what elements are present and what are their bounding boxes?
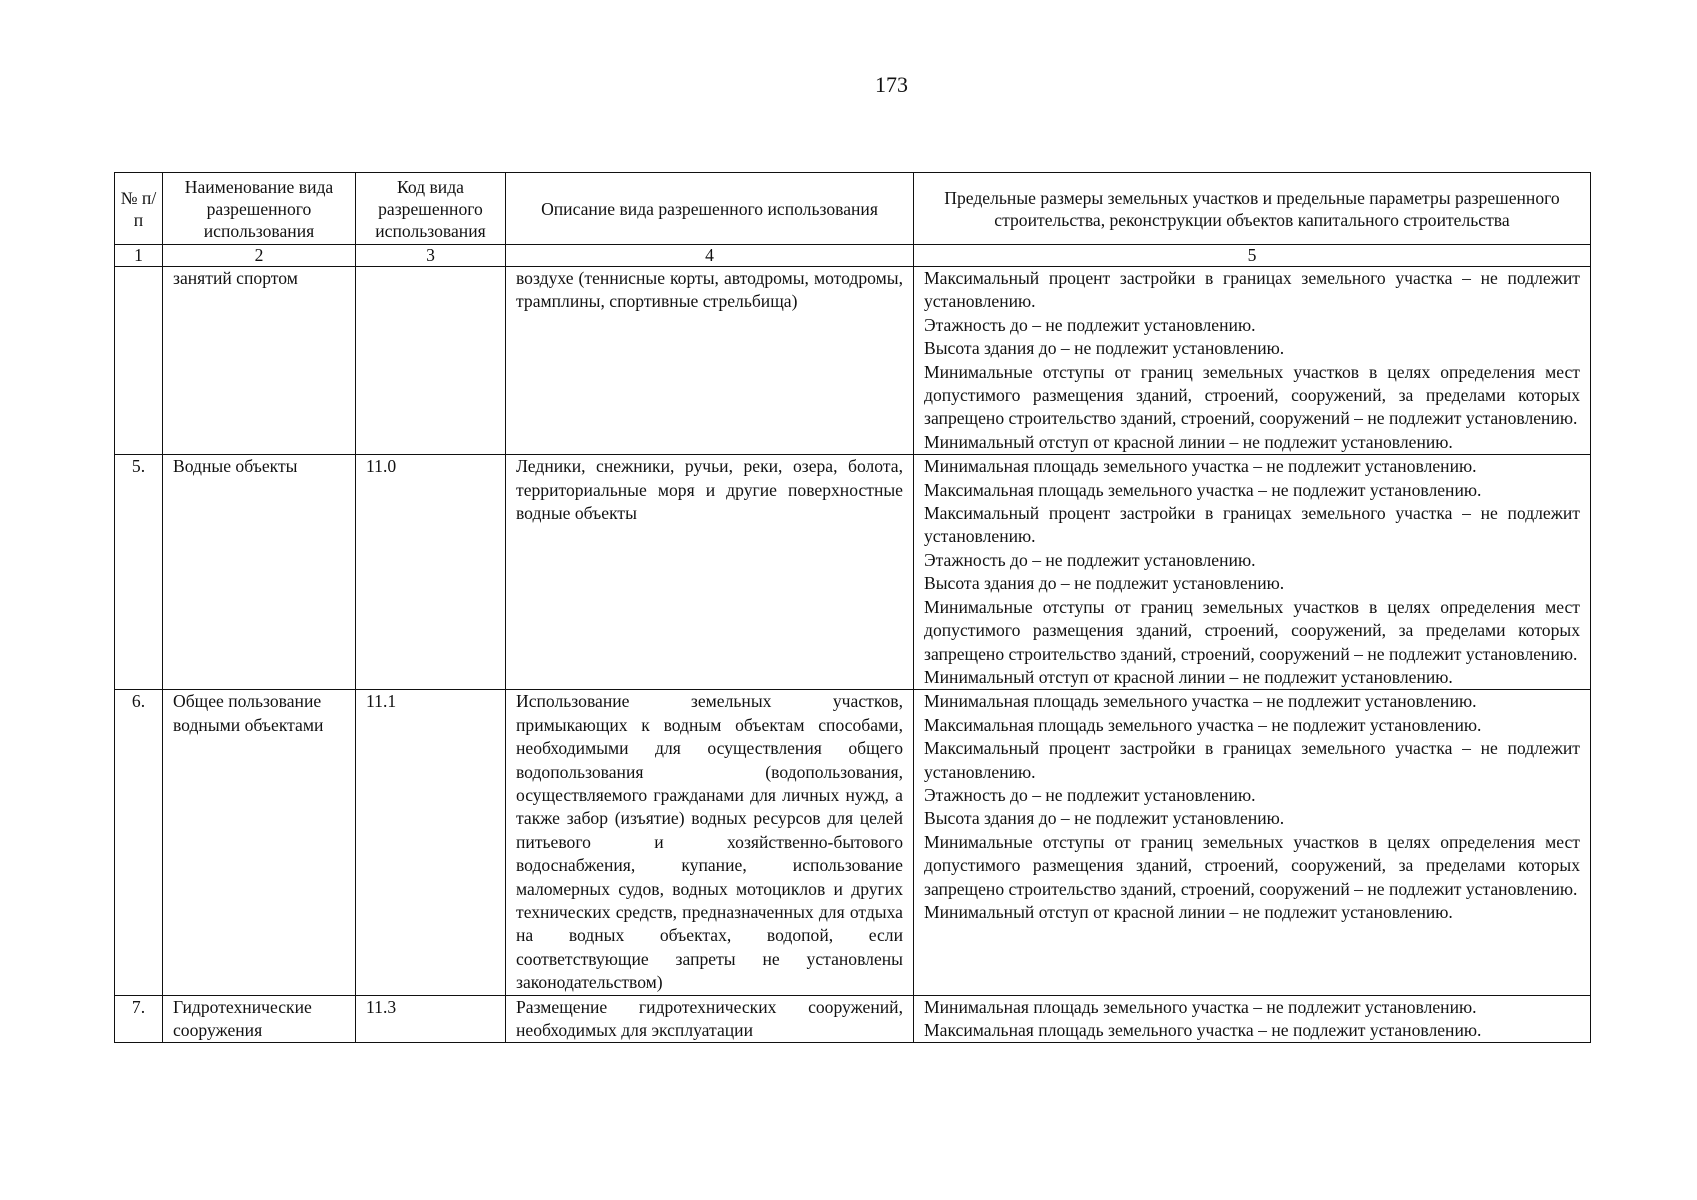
parameter-line: Максимальный процент застройки в границах земельного участка – не подлежит установлению. xyxy=(924,268,1580,312)
column-number: 2 xyxy=(163,245,356,267)
parameter-line: Максимальный процент застройки в границах земельного участка – не подлежит установлению. xyxy=(924,503,1580,547)
column-number: 3 xyxy=(356,245,506,267)
use-name: Общее пользование водными объектами xyxy=(163,690,356,995)
use-name: Гидротехнические сооружения xyxy=(163,995,356,1043)
column-number-row xyxy=(115,245,1591,267)
parameter-line: Этажность до – не подлежит установлению. xyxy=(924,784,1256,805)
page-number: 173 xyxy=(875,72,908,97)
parameter-line: Максимальная площадь земельного участка – не подлежит установлению. xyxy=(924,1020,1482,1040)
parameter-line: Этажность до – не подлежит установлению. xyxy=(924,549,1256,570)
parameter-line: Высота здания до – не подлежит установлению. xyxy=(924,338,1285,359)
parameter-line: Минимальные отступы от границ земельных участков в целях определения мест допустимого размещения зданий, строений, сооружений, за пределами которых запрещено строительство зданий, строений, сооружений – не подлежит установлению. xyxy=(924,596,1580,664)
parameter-line: Этажность до – не подлежит установлению. xyxy=(924,314,1256,335)
use-parameters xyxy=(914,995,1591,1043)
use-description: воздухе (теннисные корты, автодромы, мотодромы, трамплины, спортивные стрельбища) xyxy=(506,267,914,455)
parameter-line: Минимальные отступы от границ земельных участков в целях определения мест допустимого размещения зданий, строений, сооружений, за пределами которых запрещено строительство зданий, строений, сооружений – не подлежит установлению. xyxy=(924,361,1580,429)
row-number xyxy=(115,267,163,455)
parameter-line: Минимальные отступы от границ земельных участков в целях определения мест допустимого размещения зданий, строений, сооружений, за пределами которых запрещено строительство зданий, строений, сооружений – не подлежит установлению. xyxy=(924,831,1580,899)
parameter-line: Высота здания до – не подлежит установлению. xyxy=(924,573,1285,594)
table-row xyxy=(115,455,1591,690)
header-name: Наименование вида разрешенного использования xyxy=(163,173,356,245)
use-parameters xyxy=(914,690,1591,995)
use-description: Ледники, снежники, ручьи, реки, озера, болота, территориальные моря и другие поверхностные водные объекты xyxy=(506,455,914,690)
parameter-line: Минимальная площадь земельного участка – не подлежит установлению. xyxy=(924,996,1477,1017)
row-number: 7. xyxy=(115,995,163,1043)
parameter-line: Минимальный отступ от красной линии – не подлежит установлению. xyxy=(924,666,1453,687)
parameter-line: Максимальная площадь земельного участка – не подлежит установлению. xyxy=(924,714,1482,735)
parameter-line: Минимальный отступ от красной линии – не подлежит установлению. xyxy=(924,901,1453,922)
use-name: Водные объекты xyxy=(163,455,356,690)
header-code: Код вида разрешенного использования xyxy=(356,173,506,245)
parameter-line: Высота здания до – не подлежит установлению. xyxy=(924,808,1285,829)
header-parameters: Предельные размеры земельных участков и предельные параметры разрешенного строительства, реконструкции объектов капитального строительства xyxy=(914,173,1591,245)
header-description: Описание вида разрешенного использования xyxy=(506,173,914,245)
table-row xyxy=(115,995,1591,1043)
parameter-line: Максимальная площадь земельного участка – не подлежит установлению. xyxy=(924,479,1482,500)
table-row xyxy=(115,267,1591,455)
use-name: занятий спортом xyxy=(163,267,356,455)
column-number: 5 xyxy=(914,245,1591,267)
parameter-line: Минимальная площадь земельного участка – не подлежит установлению. xyxy=(924,456,1477,477)
use-parameters xyxy=(914,455,1591,690)
column-number: 4 xyxy=(506,245,914,267)
use-code: 11.1 xyxy=(356,690,506,995)
use-code: 11.0 xyxy=(356,455,506,690)
parameter-line: Минимальная площадь земельного участка – не подлежит установлению. xyxy=(924,691,1477,712)
column-number: 1 xyxy=(115,245,163,267)
use-description: Размещение гидротехнических сооружений, необходимых для эксплуатации xyxy=(506,995,914,1043)
row-number: 5. xyxy=(115,455,163,690)
use-parameters xyxy=(914,267,1591,455)
header-number: № п/п xyxy=(115,173,163,245)
land-use-table xyxy=(114,172,1591,1043)
use-description: Использование земельных участков, примыкающих к водным объектам способами, необходимыми для осуществления общего водопользования (водопользования, осуществляемого гражданами для личных нужд, а также забор (изъятие) водных ресурсов для целей питьевого и хозяйственно-бытового водоснабжения, купание, использование маломерных судов, водных мотоциклов и других технических средств, предназначенных для отдыха на водных объектах, водопой, если соответствующие запреты не установлены законодательством) xyxy=(506,690,914,995)
header-row xyxy=(115,173,1591,245)
parameter-line: Минимальный отступ от красной линии – не подлежит установлению. xyxy=(924,431,1453,452)
use-code: 11.3 xyxy=(356,995,506,1043)
parameter-line: Максимальный процент застройки в границах земельного участка – не подлежит установлению. xyxy=(924,738,1580,782)
table-row xyxy=(115,690,1591,995)
row-number: 6. xyxy=(115,690,163,995)
use-code xyxy=(356,267,506,455)
